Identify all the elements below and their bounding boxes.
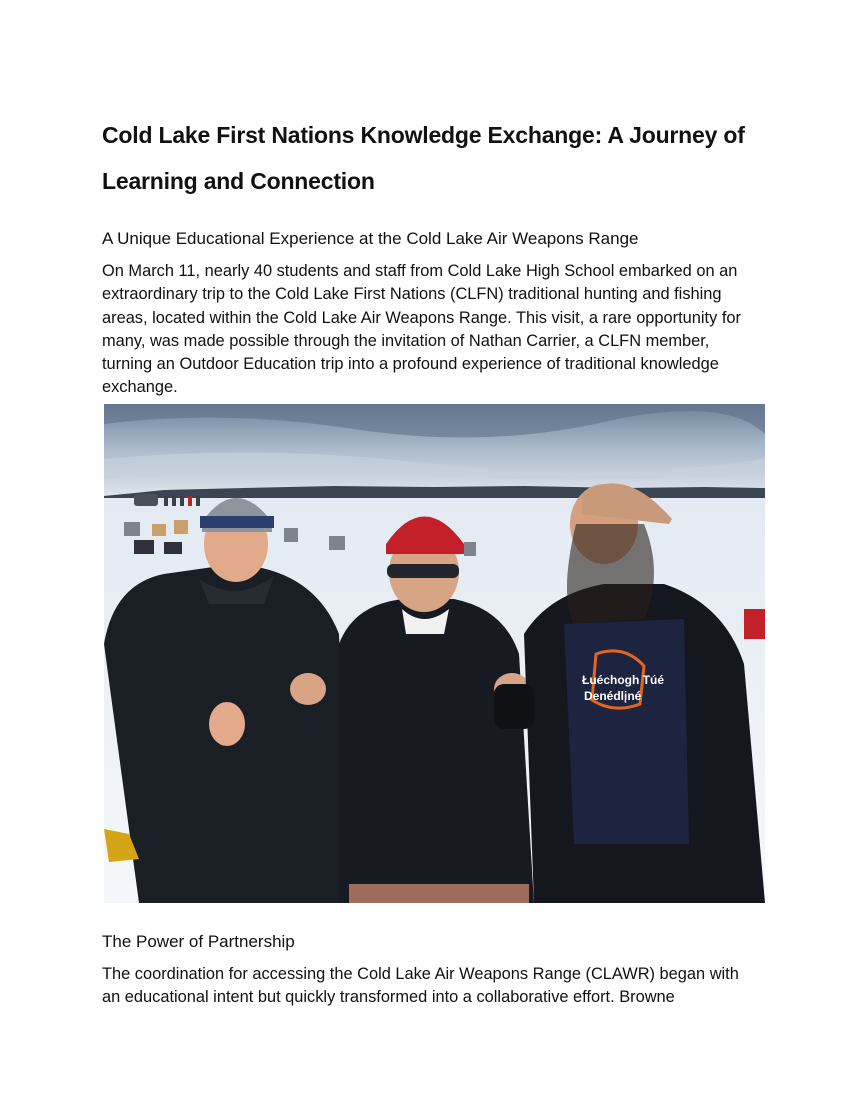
- hoodie-text-line-1: Łuéchogh Túé: [582, 673, 664, 687]
- section-heading-partnership: The Power of Partnership: [102, 932, 295, 951]
- title-line-1: Cold Lake First Nations Knowledge Exchange: A Journey of: [102, 122, 745, 148]
- title-line-2: Learning and Connection: [102, 168, 375, 194]
- paragraph-line: exchange.: [102, 378, 178, 397]
- photo-illustration: [104, 404, 765, 903]
- group-photo-on-frozen-lake: [104, 404, 765, 903]
- paragraph-line: many, was made possible through the invitation of Nathan Carrier, a CLFN member,: [102, 331, 710, 350]
- article-title: [102, 112, 782, 204]
- paragraph-line: extraordinary trip to the Cold Lake First Nations (CLFN) traditional hunting and fishing: [102, 285, 722, 304]
- section-1-paragraph: [102, 260, 772, 400]
- section-2-paragraph: [102, 963, 772, 1010]
- hoodie-text-line-2: Denédlįné: [584, 689, 642, 703]
- paragraph-line: an educational intent but quickly transformed into a collaborative effort. Browne: [102, 988, 675, 1007]
- paragraph-line: The coordination for accessing the Cold Lake Air Weapons Range (CLAWR) began with: [102, 965, 739, 983]
- paragraph-line: areas, located within the Cold Lake Air Weapons Range. This visit, a rare opportunity for: [102, 308, 741, 327]
- paragraph-line: turning an Outdoor Education trip into a profound experience of traditional knowledge: [102, 355, 719, 374]
- section-heading-unique-experience: A Unique Educational Experience at the Cold Lake Air Weapons Range: [102, 229, 639, 248]
- paragraph-line: On March 11, nearly 40 students and staff from Cold Lake High School embarked on an: [102, 262, 738, 280]
